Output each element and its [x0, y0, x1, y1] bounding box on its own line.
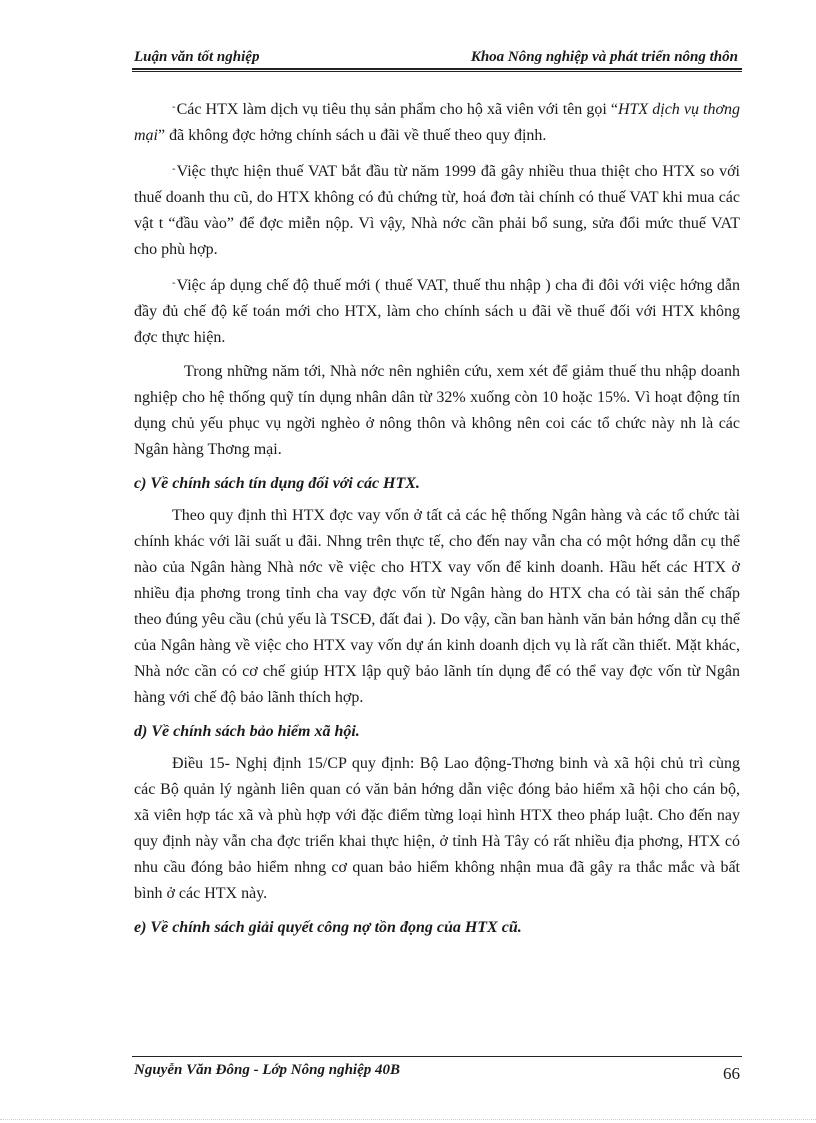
bullet-dash: - — [172, 278, 176, 289]
paragraph-new-tax: -Việc áp dụng chế độ thuế mới ( thuế VAT, thuế thu nhập ) cha đi đôi với việc hớng dẫn đầy đủ chế độ kế toán mới cho HTX, làm cho chính sách u đãi về thuế đối với HTX không đợc thực hiện. — [134, 277, 740, 346]
paragraph-vat: -Việc thực hiện thuế VAT bắt đầu từ năm 1999 đã gây nhiều thua thiệt cho HTX so với thuế doanh thu cũ, do HTX không có đủ chứng từ, hoá đơn tài chính có thuế VAT khi mua các vật t “đầu vào” để đợc miễn nộp. Vì vậy, Nhà nớc cần phải bổ sung, sửa đổi mức thuế VAT cho phù hợp. — [134, 163, 740, 258]
header-thesis-label: Luận văn tốt nghiệp — [134, 49, 260, 65]
footer-author: Nguyễn Văn Đông - Lớp Nông nghiệp 40B — [134, 1062, 401, 1078]
section-heading-insurance: d) Về chính sách bảo hiểm xã hội. — [134, 723, 360, 740]
section-heading-debt: e) Về chính sách giải quyết công nợ tồn đọng của HTX cũ. — [134, 919, 522, 936]
header-divider — [132, 71, 742, 72]
document-body — [134, 95, 740, 947]
header-faculty-label: Khoa Nông nghiệp và phát triển nông thôn — [470, 49, 738, 65]
page-edge — [0, 1119, 816, 1120]
paragraph-insurance: Điều 15- Nghị định 15/CP quy định: Bộ Lao động-Thơng binh và xã hội chủ trì cùng các Bộ quản lý ngành liên quan có văn bản hớng dẫn việc đóng bảo hiểm xã hội cho cán bộ, xã viên hợp tác xã và phù hợp với đặc điểm từng loại hình HTX theo pháp luật. Cho đến nay quy định này vẫn cha đợc triển khai thực hiện, ở tỉnh Hà Tây có rất nhiều địa phơng, HTX có nhu cầu đóng bảo hiểm nhng cơ quan bảo hiểm không nhận mua đã gây ra thắc mắc và bất bình ở các HTX này. — [134, 755, 740, 902]
page-header — [132, 46, 742, 70]
paragraph-htx-service: -Các HTX làm dịch vụ tiêu thụ sản phẩm cho hộ xã viên với tên gọi “HTX dịch vụ thơng mại” đã không đợc hởng chính sách u đãi về thuế theo quy định. — [134, 101, 741, 144]
bullet-dash: - — [172, 102, 176, 113]
page-number: 66 — [723, 1064, 740, 1083]
section-heading-credit: c) Về chính sách tín dụng đối với các HTX. — [134, 475, 420, 492]
bullet-dash: - — [172, 164, 176, 175]
paragraph-loans: Theo quy định thì HTX đợc vay vốn ở tất cả các hệ thống Ngân hàng và các tổ chức tài chính khác với lãi suất u đãi. Nhng trên thực tế, cho đến nay vẫn cha có một hớng dẫn cụ thể nào của Ngân hàng Nhà nớc về việc cho HTX vay vốn để kinh doanh. Hầu hết các HTX ở nhiều địa phơng trong tỉnh cha vay đợc vốn từ Ngân hàng do HTX cha có tài sản thế chấp theo đúng yêu cầu (chủ yếu là TSCĐ, đất đai ). Do vậy, cần ban hành văn bản hớng dẫn cụ thể của Ngân hàng về việc cho HTX vay vốn dự án kinh doanh dịch vụ là rất cần thiết. Mặt khác, Nhà nớc cần có cơ chế giúp HTX lập quỹ bảo lãnh tín dụng để có thể vay đợc vốn từ Ngân hàng với chế độ bảo lãnh thích hợp. — [134, 507, 740, 706]
paragraph-credit-funds: Trong những năm tới, Nhà nớc nên nghiên cứu, xem xét để giảm thuế thu nhập doanh nghiệp cho hệ thống quỹ tín dụng nhân dân từ 32% xuống còn 10 hoặc 15%. Vì hoạt động tín dụng chủ yếu phục vụ ngời nghèo ở nông thôn và không nên coi các tổ chức này nh là các Ngân hàng Thơng mại. — [134, 363, 740, 458]
footer-divider — [132, 1056, 742, 1057]
htx-service-term: HTX dịch vụ thơng mại — [134, 101, 741, 144]
